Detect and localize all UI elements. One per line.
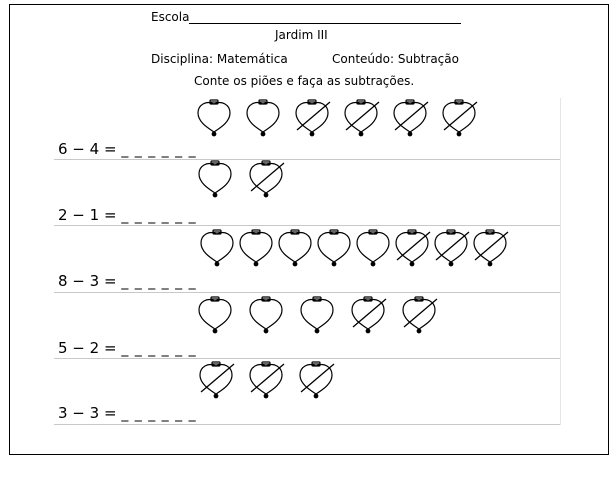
crossed-spinning-top-icon: [200, 362, 234, 398]
crossed-spinning-top-icon: [403, 297, 437, 333]
spinning-top-icon: [198, 100, 230, 136]
crossed-spinning-top-icon: [396, 230, 430, 266]
spinning-tops-drawing: [10, 5, 608, 454]
crossed-spinning-top-icon: [296, 100, 330, 136]
spinning-top-icon: [301, 297, 333, 333]
crossed-spinning-top-icon: [394, 100, 428, 136]
spinning-top-icon: [240, 230, 272, 266]
spinning-top-icon: [247, 100, 279, 136]
school-label: Escola: [151, 10, 190, 24]
worksheet: [9, 4, 609, 455]
spinning-top-icon: [250, 297, 282, 333]
answer-blank[interactable]: _ _ _ _ _ _: [121, 208, 197, 224]
crossed-spinning-top-icon: [345, 100, 379, 136]
crossed-spinning-top-icon: [352, 297, 386, 333]
spinning-top-icon: [357, 230, 389, 266]
answer-blank[interactable]: _ _ _ _ _ _: [121, 406, 197, 422]
spinning-top-icon: [318, 230, 350, 266]
crossed-spinning-top-icon: [250, 362, 284, 398]
subject-label: Disciplina: Matemática: [151, 52, 288, 66]
crossed-spinning-top-icon: [435, 230, 469, 266]
crossed-spinning-top-icon: [474, 230, 508, 266]
answer-blank[interactable]: _ _ _ _ _ _: [121, 274, 197, 290]
answer-blank[interactable]: _ _ _ _ _ _: [121, 142, 197, 158]
crossed-spinning-top-icon: [443, 100, 477, 136]
crossed-spinning-top-icon: [300, 362, 334, 398]
spinning-top-icon: [201, 230, 233, 266]
equation-text: 5 − 2 =: [58, 339, 117, 357]
equation-text: 6 − 4 =: [58, 140, 117, 158]
spinning-top-icon: [279, 230, 311, 266]
equation-text: 3 − 3 =: [58, 404, 117, 422]
content-label: Conteúdo: Subtração: [332, 52, 459, 66]
crossed-spinning-top-icon: [250, 161, 284, 197]
spinning-top-icon: [199, 161, 231, 197]
class-title: Jardim III: [275, 28, 328, 42]
answer-blank[interactable]: _ _ _ _ _ _: [121, 341, 197, 357]
spinning-top-icon: [199, 297, 231, 333]
instruction-text: Conte os piões e faça as subtrações.: [194, 74, 415, 88]
equation-text: 2 − 1 =: [58, 206, 117, 224]
equation-text: 8 − 3 =: [58, 272, 117, 290]
